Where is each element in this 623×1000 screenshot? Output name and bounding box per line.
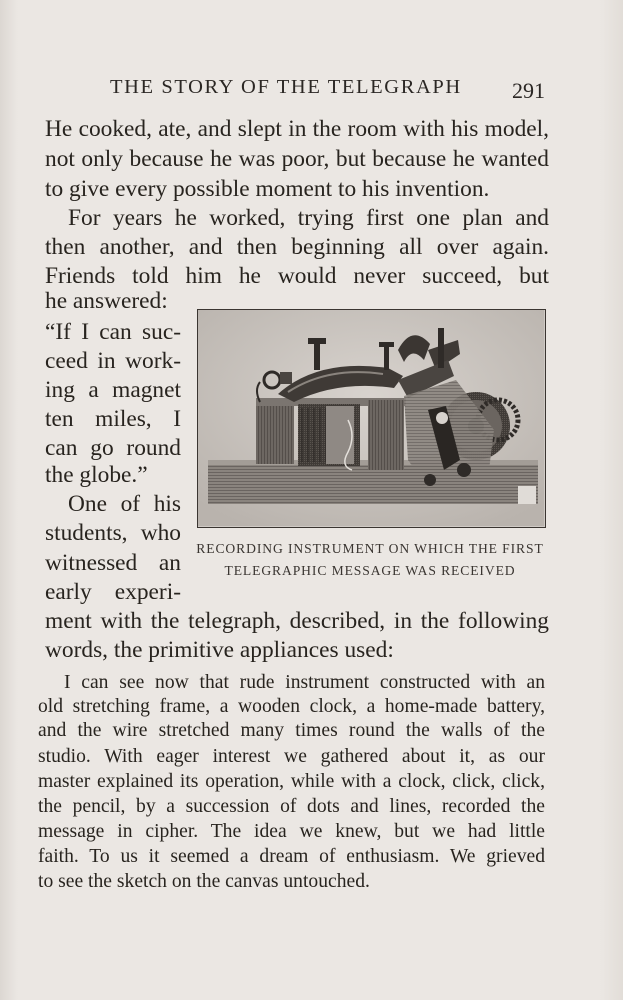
figure-caption-line-1: RECORDING INSTRUMENT ON WHICH THE FIRST xyxy=(196,541,544,556)
figure-caption-line-2: TELEGRAPHIC MESSAGE WAS RECEIVED xyxy=(224,563,516,578)
page-number: 291 xyxy=(512,78,545,103)
body-line: For years he worked, trying first one plan and xyxy=(68,205,549,231)
body-line: to give every possible moment to his invention. xyxy=(45,176,490,202)
body-line: witnessed an xyxy=(45,550,181,576)
quote-line: I can see now that rude instrument constructed with an xyxy=(64,672,545,693)
quote-line: the pencil, by a succession of dots and lines, recorded the xyxy=(38,796,545,817)
body-line: One of his xyxy=(68,491,181,517)
quote-line: faith. To us it seemed a dream of enthusiasm. We grieved xyxy=(38,846,545,867)
quote-line: master explained its operation, while with a clock, click, click, xyxy=(38,771,545,792)
body-line: can go round xyxy=(45,435,181,461)
quote-line: old stretching frame, a wooden clock, a home-made battery, xyxy=(38,696,545,717)
body-line: He cooked, ate, and slept in the room with his model, xyxy=(45,116,549,142)
quote-line: studio. With eager interest we gathered about it, as our xyxy=(38,746,545,767)
body-line: not only because he was poor, but because he wanted xyxy=(45,146,549,172)
body-line: he answered: xyxy=(45,288,168,314)
body-line: ceed in work- xyxy=(45,348,181,374)
recording-instrument-engraving xyxy=(198,310,544,526)
body-line: “If I can suc- xyxy=(45,319,181,345)
body-line: ing a magnet xyxy=(45,377,181,403)
quote-line: to see the sketch on the canvas untouched. xyxy=(38,871,370,892)
quote-line: and the wire stretched many times round the walls of the xyxy=(38,720,545,741)
body-line: early experi- xyxy=(45,579,181,605)
body-line: ten miles, I xyxy=(45,406,181,432)
body-line: students, who xyxy=(45,520,181,546)
body-line: ment with the telegraph, described, in the following xyxy=(45,608,549,634)
body-line: then another, and then beginning all over again. xyxy=(45,234,549,260)
body-line: the globe.” xyxy=(45,462,148,488)
running-head-title: THE STORY OF THE TELEGRAPH xyxy=(110,76,462,98)
telegraph-illustration xyxy=(197,309,546,528)
body-line: words, the primitive appliances used: xyxy=(45,637,394,663)
quote-line: message in cipher. The idea we knew, but we had little xyxy=(38,821,545,842)
body-line: Friends told him he would never succeed, but xyxy=(45,263,549,289)
